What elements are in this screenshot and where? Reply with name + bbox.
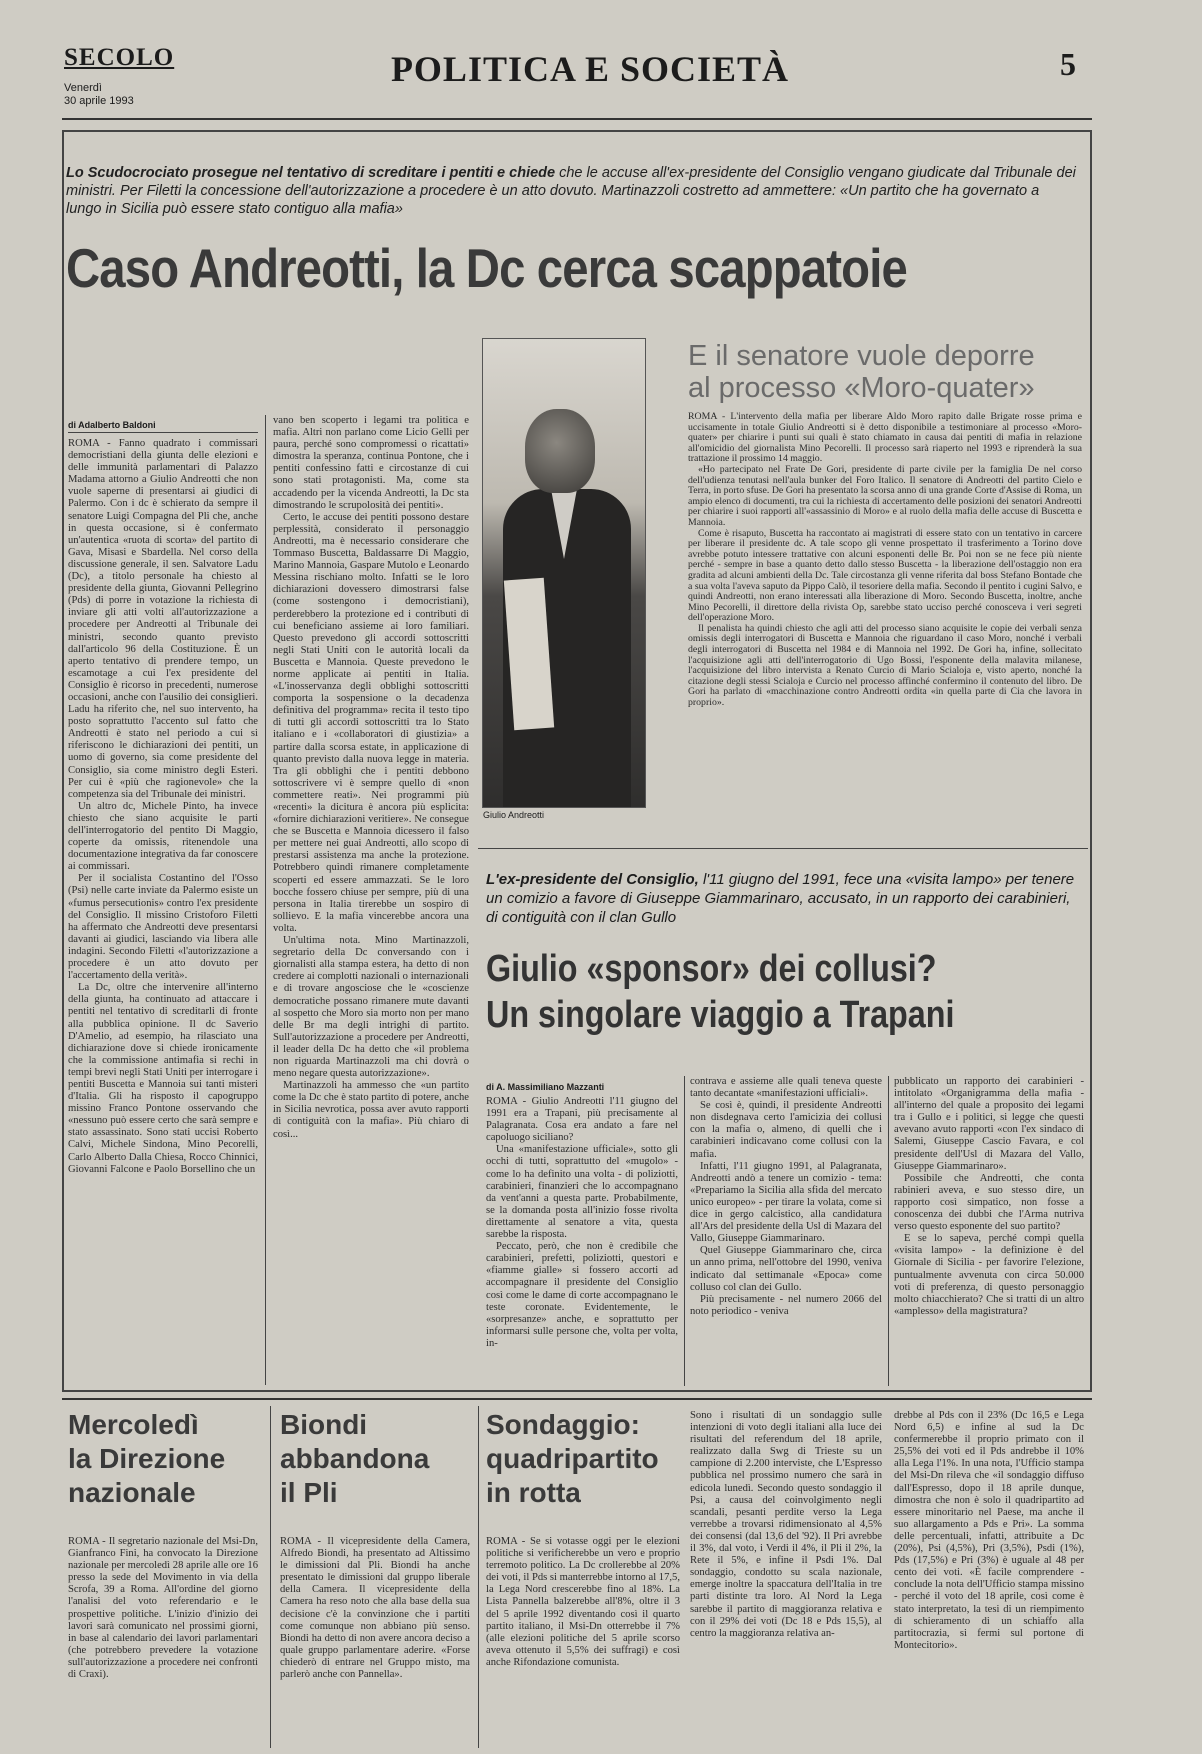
column-divider bbox=[684, 1076, 685, 1386]
second-column-3 bbox=[894, 1076, 1084, 1386]
side-headline-line2: al processo «Moro-quater» bbox=[688, 372, 1035, 404]
bottom-story3-para: Sono i risultati di un sondaggio sulle intenzioni di voto degli italiani alla luce dei risultati del referendum del 18 aprile, realizzato dalla Swg di Trieste su un campione di 2.200 interviste, che L'Espresso pubblica nel prossimo numero che sarà in edicola lunedì. Secondo questo sondaggio il Psi, a causa del coinvolgimento negli scandali, pesanti perdite verso la Lega verrebbe a trovarsi ridimensionato al 4,5% dei consensi (dal 13,6 del '92). Il Pri avrebbe il 3%, dal voto, i Verdi il 4%, il Pli il 2%, la Rete il 5%, e infine il Psdi 1%. Dal sondaggio, condotto su scala nazionale, emerge inoltre la spaccatura dell'Italia in tre parti distinte tra loro. Al Nord la Lega sarebbe il partito di maggioranza relativa e con il 29% dei voti (Dc 18 e Pds 15,5), al centro la maggioranza relativa an- bbox=[690, 1410, 882, 1639]
column-divider bbox=[68, 432, 258, 433]
lead-summary bbox=[66, 164, 1076, 218]
side-headline bbox=[688, 340, 1084, 404]
column-divider bbox=[888, 1076, 889, 1386]
bottom-story3-headline bbox=[486, 1408, 686, 1510]
second-col2-para: Infatti, l'11 giugno 1991, al Palagranata, Andreotti andò a tenere un comizio - tema: «Prepariamo la Sicilia alla sfida del mercato unico europeo» - per tirare la volata, come si dice in gergo calcistico, alla candidatura all'Ars del presidente della Usl di Mazara del Vallo, Giuseppe Giammarinaro. bbox=[690, 1160, 882, 1245]
second-col3-para: Possibile che Andreotti, che conta rabinieri aveva, e suo stesso dire, un rapporto così simpatico, non fosse a conoscenza dei dubbi che l'Arma nutriva verso questo esponente del suo partito? bbox=[894, 1172, 1084, 1233]
bottom-story2-headline bbox=[280, 1408, 470, 1510]
issue-date bbox=[64, 82, 134, 108]
second-col3-para: pubblicato un rapporto dei carabinieri - intitolato «Organigramma della mafia - all'interno del quale a proposito dei legami tra i Gullo e i politici, si legge che questi avevano avuto rapporti «con l'ex sindaco di Salemi, Giuseppe Cascio Favara, e col presidente dell'Usl di Mazara del Vallo, Giuseppe Giammarinaro». bbox=[894, 1076, 1084, 1172]
second-headline-line1: Giulio «sponsor» dei collusi? bbox=[486, 948, 937, 990]
lead-byline: di Adalberto Baldoni bbox=[68, 420, 156, 430]
issue-date-text: 30 aprile 1993 bbox=[64, 95, 134, 107]
bottom-story3-headline-line: in rotta bbox=[486, 1477, 581, 1508]
side-para: Come è risaputo, Buscetta ha raccontato ai magistrati di essere stato con un tentativo in carcere per liberare il presidente dc. A tale scopo gli venne prospettato il trasferimento a Torino dove avrebbe potuto intessere trattative con alcuni esponenti delle Br. Poi non se ne fece più niente perché - sempre in base a quanto detto dallo stesso Buscetta - la liberazione dell'ostaggio non era gradita ad alcuni ambienti della Dc. Tale circostanza gli venne riferita dal boss Stefano Bontade che a sua volta l'aveva saputo da Pippo Calò, il tesoriere della mafia. Secondo il pentito i cugini Salvo, e quindi Andreotti, non erano interessati alla liberazione di Moro. Secondo Buscetta, inoltre, anche Mino Pecorelli, il direttore della rivista Op, sarebbe stato ucciso perché conosceva i veri segreti dell'operazione Moro. bbox=[688, 527, 1082, 624]
bottom-story1-headline-line: nazionale bbox=[68, 1477, 196, 1508]
bottom-story2-body bbox=[280, 1536, 470, 1748]
bottom-story3-col1 bbox=[486, 1536, 680, 1748]
lead-col1-para: Un altro dc, Michele Pinto, ha invece chiesto che siano acquisite le parti dell'interrogatorio del pentito Di Maggio, coperte da omissis, ritenendole una documentazione integrativa da far conoscere ai commissari. bbox=[68, 800, 258, 873]
lead-col2-para: vano ben scoperto i legami tra politica e mafia. Altri non parlano come Licio Gelli per paura, perché sono compromessi o ricattati» dimostra la speranza, continua Pontone, che i pentiti confessino fatti e circostanze di cui sono stati protagonisti. Ma, come sta accadendo per la vicenda Andreotti, la Dc sta dimostrando le scrupolosità dei pentiti». bbox=[273, 415, 469, 511]
column-divider bbox=[478, 848, 1088, 849]
second-col2-para: Se così è, quindi, il presidente Andreotti non disdegnava certo l'amicizia dei collusi con la mafia o, almeno, di quelli che i carabinieri indicavano come collusi con la mafia. bbox=[690, 1100, 882, 1160]
lead-col2-para: Un'ultima nota. Mino Martinazzoli, segretario della Dc conversando con i giornalisti alla stampa estera, ha detto di non credere ai complotti nazionali o internazionali e di trovare angosciose che le «coscienze democratiche possano rimanere mute davanti al sospetto che Moro sia morto non per mano delle Br ma degli intrighi di partito. Sull'autorizzazione a procedere per Andreotti, il leader della Dc ha detto che «il problema non riguarda Martinazzoli ma chi dovrà o meno negare questa autorizzazione». bbox=[273, 935, 469, 1080]
second-kicker-rest: l'11 giugno del 1991, fece una «visita lampo» per tenere un comizio a favore di Giuseppe Giammarinaro, accusato, in un rapporto dei carabinieri, di contiguità con il clan Gullo bbox=[486, 871, 1075, 926]
second-headline bbox=[486, 946, 996, 1038]
second-headline-line2: Un singolare viaggio a Trapani bbox=[486, 994, 955, 1036]
lead-summary-bold: Lo Scudocrociato prosegue nel tentativo di screditare i pentiti e chiede bbox=[66, 165, 556, 181]
section-title: POLITICA E SOCIETÀ bbox=[390, 49, 790, 89]
second-column-2 bbox=[690, 1076, 882, 1386]
bottom-story2-headline-line: il Pli bbox=[280, 1477, 338, 1508]
lead-column-1 bbox=[68, 438, 258, 1386]
bottom-story3-headline-line: Sondaggio: bbox=[486, 1409, 640, 1440]
lead-summary-rest: che le accuse all'ex-presidente del Consiglio vengano giudicate dal Tribunale dei ministri. Per Filetti la concessione dell'autorizzazione a procedere è un atto dovuto. Martinazzoli costretto ad ammettere: «Un partito che ha governato a lungo in Sicilia può essere stato contiguo alla mafia» bbox=[66, 165, 1076, 217]
bottom-story1-para: ROMA - Il segretario nazionale del Msi-Dn, Gianfranco Fini, ha convocato la Direzione nazionale per mercoledì 28 aprile alle ore 16 presso la sede del Movimento in via della Scrofa, 39 a Roma. All'ordine del giorno l'analisi del voto referendario e le prospettive politiche. L'inizio d'inizio dei lavori sarà comunicato nel prossimi giorni, in base al calendario dei lavori parlamentari (che potrebbero prevedere la votazione sull'autorizzazione a procedere nei confronti di Craxi). bbox=[68, 1536, 258, 1681]
second-col2-para: Quel Giuseppe Giammarinaro che, circa un anno prima, nell'ottobre del 1990, veniva indicato dal settimanale «Epoca» come colluso col clan dei Gullo. bbox=[690, 1245, 882, 1293]
second-col2-para: Più precisamente - nel numero 2066 del noto periodico - veniva bbox=[690, 1293, 882, 1317]
lead-col2-para: Martinazzoli ha ammesso che «un partito come la Dc che è stato partito di potere, anche in Sicilia nevrotica, possa aver avuto rapporti di contiguità con la mafia». Più chiaro di così... bbox=[273, 1080, 469, 1140]
bottom-story1-headline-line: Mercoledì bbox=[68, 1409, 199, 1440]
page-number: 5 bbox=[1060, 46, 1076, 82]
second-col1-para: Una «manifestazione ufficiale», sotto gli occhi di tutti, soprattutto del «mugolo» - come lo ha definito una volta - di poliziotti, carabinieri, finanzieri che lo accompagnano da vent'anni a questa parte. Probabilmente, se la domanda posta all'inizio fosse rivolta direttamente al senatore a vita, questa sarebbe la risposta. bbox=[486, 1144, 678, 1241]
bottom-story3-para: drebbe al Pds con il 23% (Dc 16,5 e Lega Nord 6,5) e infine al sud la Dc confermerebbe il proprio primato con il 25,5% dei voti ed il Pds andrebbe il 10% alla Lega l'1%. In una nota, l'Ufficio stampa del Msi-Dn rileva che «il sondaggio diffuso dall'Espresso, dopo il 18 aprile dunque, dimostra che non è solo il quadripartito ad essere minoritario nel Paese, ma anche il suo allargamento a Pds e Pri». La somma delle percentuali, infatti, attribuite a Dc (20%), Psi (4,5%), Pri (3,5%), Psdi (1%), Pds (17,5%) e Pri (3%) è uguale al 48 per cento dei voti. «È facile comprendere - conclude la nota dell'Ufficio stampa missino - perché il voto del 18 aprile, così come è stato interpretato, la tesi di un riempimento di schieramento di un schiaffo alla partitocrazia, si fermi sul portone di Montecitorio». bbox=[894, 1410, 1084, 1651]
bottom-story3-para: ROMA - Se si votasse oggi per le elezioni politiche si verificherebbe un vero e proprio terremoto politico. La Dc crollerebbe al 20% dei voti, il Pds si manterrebbe intorno al 17,5, la Lega Nord crescerebbe fino al 18%. La Lista Pannella balzerebbe all'8%, oltre il 3 del 5 aprile 1992 diventando così il quarto partito italiano, il Msi-Dn otterrebbe il 7% (alle elezioni politiche del 5 aprile scorso aveva ottenuto il 5,5% dei suffragi) e così anche Rifondazione comunista. bbox=[486, 1536, 680, 1668]
lead-col1-para: ROMA - Fanno quadrato i commissari democristiani della giunta delle elezioni e delle immunità parlamentari di Palazzo Madama attorno a Giulio Andreotti che non vuole saperne di presentarsi ai giudici di Palermo. Con i dc è schierato da sempre il senatore Luigi Compagna del Pli che, anche in questa occasione, si è confermato un'autentica «ruota di scorta» del partito di Gava, Misasi e Sbardella. Nel corso della discussione generale, il sen. Salvatore Ladu (Dc), a titolo personale ha chiesto al presidente della giunta, Giovanni Pellegrino (Pds) di porre in votazione la richiesta di inviare gli atti volti all'autorizzazione a procedere per Andreotti al Tribunale dei ministri, secondo quanto previsto dall'articolo 96 della Costituzione. È un aperto tentativo di prendere tempo, un escamotage a cui l'ex presidente del Consiglio è ricorso in precedenti, numerose occasioni, anche con l'ausilio dei consiglieri. Ladu ha riferito che, nel suo intervento, ha posto soprattutto l'accento sul fatto che Andreotti è stato nel periodo a cui si riferiscono le dichiarazioni dei pentiti, un uomo di governo, sia come presidente del Consiglio, sia come ministro degli Esteri. Per cui è «più che ragionevole» che la competenza sia del Tribunale dei ministri. bbox=[68, 438, 258, 800]
bottom-story1-headline-line: la Direzione bbox=[68, 1443, 226, 1474]
second-byline: di A. Massimiliano Mazzanti bbox=[486, 1082, 605, 1092]
bottom-story2-headline-line: abbandona bbox=[280, 1443, 430, 1474]
column-divider bbox=[265, 415, 266, 1385]
side-headline-line1: E il senatore vuole deporre bbox=[688, 340, 1035, 372]
second-col2-para: contrava e assieme alle quali teneva queste tanto decantate «manifestazioni ufficiali». bbox=[690, 1076, 882, 1100]
bottom-rule bbox=[62, 1398, 1092, 1400]
second-kicker-bold: L'ex-presidente del Consiglio, bbox=[486, 871, 699, 888]
lead-col2-para: Certo, le accuse dei pentiti possono destare perplessità, considerato il personaggio Andreotti, ma è necessario considerare che Tommaso Buscetta, Baldassarre Di Maggio, Marino Mannoia, Gaspare Mutolo e Leonardo Messina rischiano molto. Infatti se le loro dichiarazioni dovessero dimostrarsi false (come sostengono i democristiani), perderebbero la protezione ed i contributi di cui beneficiano assieme ai loro familiari. Questo prevedono gli accordi sottoscritti negli Stati Uniti con le autorità locali da Buscetta e Mannoia. Queste prevedono le norme applicate ai pentiti in Italia. «L'inosservanza degli obblighi sottoscritti comporta la sospensione o la decadenza definitiva del programma» recita il testo tipo di tutti gli accordi sottoscritti tra lo Stato italiano e i «collaboratori di giustizia» a partire dalla scorsa estate, in applicazione di quanto previsto dalla nuova legge in materia. Tra gli obblighi che i pentiti debbono sottoscrivere vi è sempre quello di «non commettere reati». Nei programmi più «recenti» la dicitura è ancora più esplicita: «fornire dichiarazioni veritiere». Ne consegue che se Buscetta e Mannoia dicessero il falso per mettere nei guai Andreotti, allo scopo di prestarsi assistenza ma anche la protezione. Potrebbero quindi rimanere completamente scoperti ed essere ammazzati. Se le loro bocche fossero chiuse per sempre, più di una persona in Italia tirerebbe un sospiro di sollievo. E la mafia vincerebbe ancora una volta. bbox=[273, 511, 469, 934]
second-column-1 bbox=[486, 1096, 678, 1386]
bottom-story3-col2 bbox=[690, 1410, 882, 1748]
column-divider bbox=[478, 1406, 479, 1748]
bottom-story1-headline bbox=[68, 1408, 258, 1510]
column-divider bbox=[270, 1406, 271, 1748]
second-col1-para: Peccato, però, che non è credibile che carabinieri, prefetti, poliziotti, questori e «fiamme gialle» si fossero accorti ad accompagnare il presidente del Consiglio così come le dame di corte accompagnano le teste coronate. Evidentemente, le «sorpresanze» anche, e soprattutto per informarsi sulle persone che, volta per volta, in- bbox=[486, 1241, 678, 1349]
newspaper-logo: SECOLO bbox=[64, 44, 175, 71]
lead-column-2 bbox=[273, 415, 469, 1385]
andreotti-photo bbox=[482, 338, 646, 808]
side-para: «Ho partecipato nel Frate De Gori, presidente di parte civile per la famiglia De nel corso dell'udienza tenutasi nell'aula bunker del Foro Italico. Il senatore di Andreotti del partito Cielo e Terra, in porto sfuse. De Gori ha presentato la scorsa anno di una grande Corte d'Assise di Roma, un ampio elenco di documenti, tra cui la richiesta di accertamento delle posizioni dei senatori Andreotti per chiarire i suoi rapporti all'«assassinio di Moro» e al ruolo della mafia delle accuse di Buscetta e Mannoia. bbox=[688, 463, 1082, 528]
second-kicker bbox=[486, 870, 1076, 927]
photo-caption: Giulio Andreotti bbox=[483, 810, 545, 820]
lead-col1-para: Per il socialista Costantino del l'Osso (Psi) nelle carte inviate da Palermo esiste un «fumus persecutionis» contro l'ex presidente del Consiglio. Il missino Cristoforo Filetti ha affermato che Andreotti deve presentarsi davanti ai giudici, lasciando via libera alle indagini. Secondo Filetti «l'autorizzazione a procedere è un atto dovuto per l'accertamento della verità». bbox=[68, 873, 258, 982]
bottom-story3-col3 bbox=[894, 1410, 1084, 1748]
side-para: ROMA - L'intervento della mafia per liberare Aldo Moro rapito dalle Brigate rosse prima e uccisamente in totale Giulio Andreotti si è detto disponibile a testimoniare al processo «Moro-quater» per chiarire i punti sui quali è stato chiamato in causa dai pentiti di mafia in relazione all'omicidio del giornalista Mino Pecorelli. Il processo sarà riaperto nel 1993 e riprenderà la sua trattazione il prossimo 14 maggio. bbox=[688, 412, 1082, 465]
lead-headline: Caso Andreotti, la Dc cerca scappatoie bbox=[66, 237, 907, 299]
masthead-rule bbox=[62, 118, 1092, 120]
second-col3-para: E se lo sapeva, perché compì quella «visita lampo» - la definizione è del Giornale di Sicilia - per favorire l'elezione, puntualmente avvenuta con circa 50.000 voti di preferenza, di questo personaggio molto chiacchierato? Che si tratti di un altro «amplesso» della magistratura? bbox=[894, 1233, 1084, 1317]
bottom-story2-headline-line: Biondi bbox=[280, 1409, 368, 1440]
issue-day: Venerdì bbox=[64, 82, 102, 94]
second-col1-para: ROMA - Giulio Andreotti l'11 giugno del 1991 era a Trapani, più precisamente al Palagranata. Cosa era andato a fare nel capoluogo siciliano? bbox=[486, 1096, 678, 1144]
lead-col1-para: La Dc, oltre che intervenire all'interno della giunta, ha continuato ad attaccare i pentiti nel tentativo di screditarli di fronte alla pubblica opinione. Il dc Saverio D'Amelio, ad esempio, ha rilasciato una dichiarazione dove si chiede ironicamente che la commissione antimafia si rechi in tempi brevi negli Stati Uniti per interrogare i pentiti Buscetta e Mannoia sui tanti misteri d'Italia. Gli ha risposto il capogruppo missino Franco Pontone osservando che «nessuno può essere certo che sarà sempre e stato assassinato. Sono stati uccisi Roberto Calvi, Michele Sindona, Mino Pecorelli, Carlo Alberto Dalla Chiesa, Rocco Chinnici, Giovanni Falcone e Paolo Borsellino che un bbox=[68, 982, 258, 1175]
photo-figure-head bbox=[525, 409, 595, 493]
bottom-story2-para: ROMA - Il vicepresidente della Camera, Alfredo Biondi, ha presentato ad Altissimo le dimissioni dal Pli. Biondi ha anche presentato le dimissioni dal gruppo liberale della Camera. Il vicepresidente della Camera ha reso noto che alla base della sua decisione c'è la convinzione che i partiti come comunque non abbiano più senso. Biondi ha detto di non avere ancora deciso a quale gruppo parlamentare aderire. «Forse chiederò di entrare nel Gruppo misto, ma parlerò anche con Pannella». bbox=[280, 1536, 470, 1681]
side-para: Il penalista ha quindi chiesto che agli atti del processo siano acquisite le copie dei verbali senza omissis degli interrogatori di Buscetta e Mannoia che riguardano il caso Moro, nonché i verbali degli interrogatori di Buscetta nel 1984 e di Mannoia nel 1992. De Gori ha, infine, sollecitato l'acquisizione agli atti dell'interrogatorio di Ugo Bossi, l'esponente della malavita milanese, l'acquisizione del libro intervista a Renato Curcio di Mario Scialoja e, visto aperto, nonché la citazione degli stessi Scialoja e Curcio nel processo affinché confermino il contenuto del libro. De Gori ha parlato di «macchinazione contro Andreotti ordita «in quella parte di Cia che lavora in proprio». bbox=[688, 622, 1082, 709]
bottom-story1-body bbox=[68, 1536, 258, 1748]
bottom-story3-headline-line: quadripartito bbox=[486, 1443, 659, 1474]
side-story-column bbox=[688, 412, 1082, 818]
